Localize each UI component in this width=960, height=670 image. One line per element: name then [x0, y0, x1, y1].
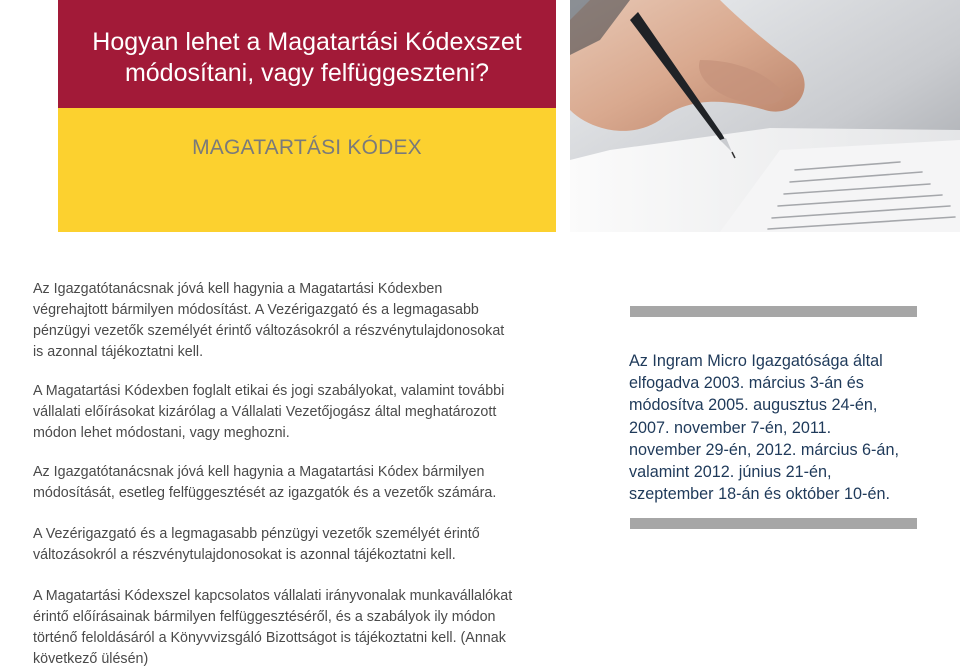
paragraph-1: Az Igazgatótanácsnak jóvá kell hagynia a Magatartási Kódexben végrehajtott bármilyen módosítást. A Vezérigazgató és a legmagasabb pénzügyi vezetők személyét érintő változásokról a részvénytulajdonosokat is azonnal tájékoztatni kell.: [33, 281, 505, 360]
approval-history-text: Az Ingram Micro Igazgatósága által elfogadva 2003. március 3-án és módosítva 2005. augusztus 24-én, 2007. november 7-én, 2011. november 29-én, 2012. március 6-án, valamint 2012. június 21-én, szeptember 18-án és október 10-én.: [629, 352, 899, 504]
paragraph-5: A Magatartási Kódexszel kapcsolatos vállalati irányvonalak munkavállalókat érintő előírásainak bármilyen felfüggesztéséről, és a szabályok ily módon történő feloldásáról a Könyvvizsgáló Bizottságot is tájékoztatni kell. (Annak következő ülésén): [33, 588, 513, 667]
paragraph-4: A Vezérigazgató és a legmagasabb pénzügyi vezetők személyét érintő változásokról a részvénytulajdonosokat is azonnal tájékoztatni kell.: [33, 526, 480, 563]
page-title-block: [58, 0, 556, 108]
photo-pen-writing: [570, 0, 960, 232]
page-title-line-2: módosítani, vagy felfüggeszteni?: [124, 59, 490, 87]
sidebar-top-rule: [630, 306, 917, 317]
pen-writing-on-document-icon: [570, 0, 960, 232]
page-title-line-1: Hogyan lehet a Magatartási Kódexszet: [92, 28, 522, 56]
section-title: MAGATARTÁSI KÓDEX: [192, 136, 422, 159]
sidebar-bottom-rule: [630, 518, 917, 529]
paragraph-2: A Magatartási Kódexben foglalt etikai és jogi szabályokat, valamint további vállalati előírásokat kizárólag a Vállalati Vezetőjogász által meghatározott módon lehet módostani, vagy meghozni.: [33, 383, 505, 441]
section-band: [58, 108, 556, 232]
paragraph-3: Az Igazgatótanácsnak jóvá kell hagynia a Magatartási Kódex bármilyen módosítását, esetleg felfüggesztését az igazgatók és a vezetők számára.: [33, 464, 497, 501]
